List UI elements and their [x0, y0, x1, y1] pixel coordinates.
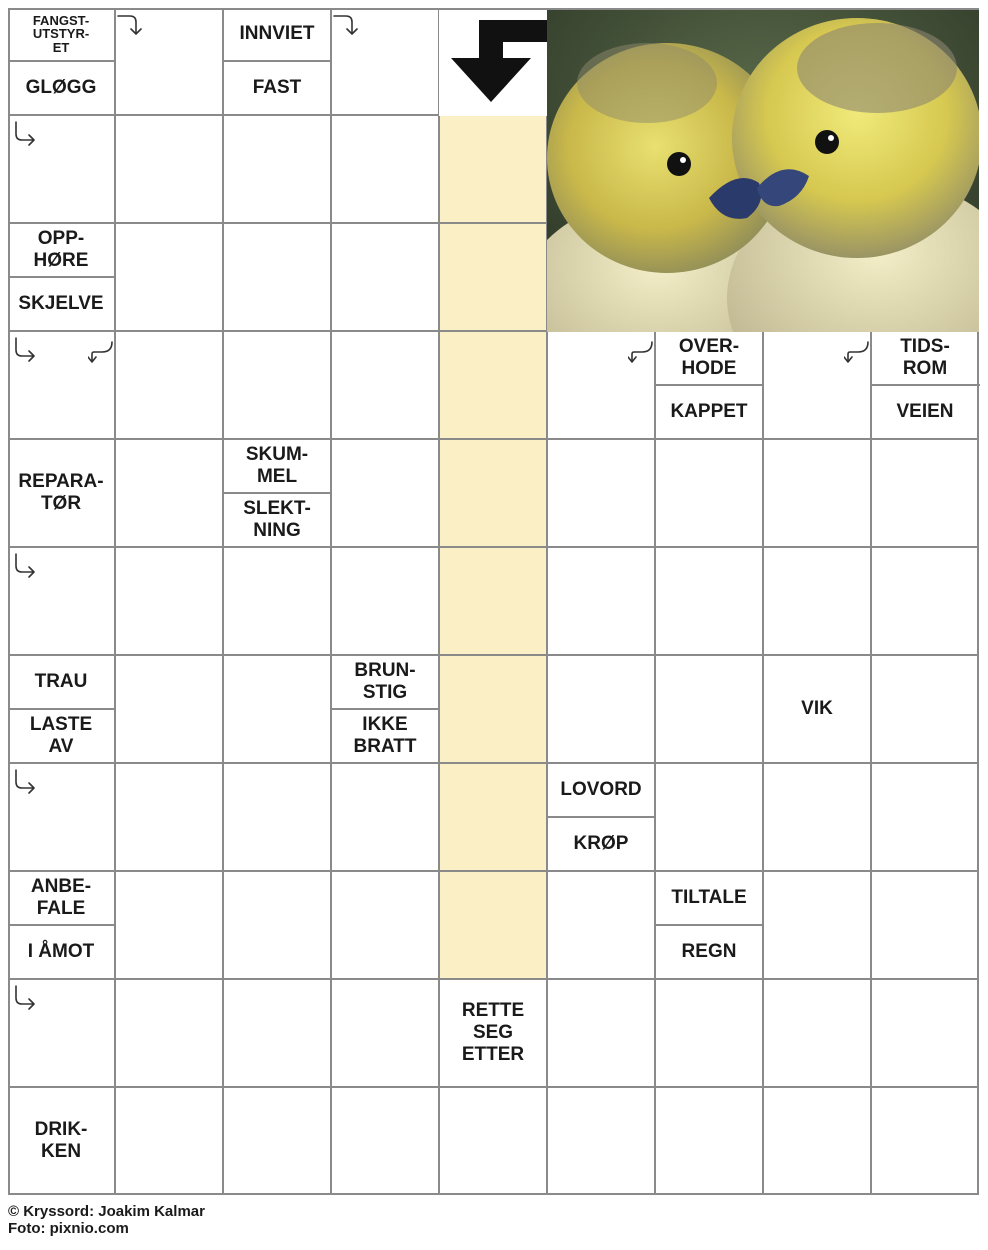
answer-cell[interactable] — [764, 764, 872, 872]
curved-arrow-icon — [332, 12, 358, 38]
clue-vik: VIK — [801, 698, 833, 720]
answer-cell[interactable] — [332, 116, 440, 224]
clue-glogg: GLØGG — [25, 77, 97, 99]
answer-cell[interactable] — [872, 764, 979, 872]
answer-cell[interactable] — [440, 116, 548, 224]
answer-cell[interactable] — [872, 980, 979, 1088]
clue-regn: REGN — [681, 941, 737, 963]
answer-cell[interactable] — [872, 1088, 979, 1195]
answer-cell[interactable] — [656, 440, 764, 548]
answer-cell[interactable] — [224, 656, 332, 764]
clue-overhode: OVER- HODE — [678, 336, 740, 379]
answer-cell[interactable] — [872, 440, 979, 548]
clue-tiltale: TILTALE — [671, 887, 747, 909]
answer-cell[interactable] — [332, 548, 440, 656]
answer-cell[interactable] — [764, 440, 872, 548]
clue-anbefale: ANBE- FALE — [30, 876, 92, 919]
clue-reparator: REPARA- TØR — [18, 471, 104, 514]
answer-cell[interactable] — [440, 548, 548, 656]
answer-cell[interactable] — [332, 872, 440, 980]
answer-cell[interactable] — [548, 548, 656, 656]
answer-cell[interactable] — [548, 1088, 656, 1195]
answer-cell[interactable] — [332, 224, 440, 332]
answer-cell[interactable] — [440, 656, 548, 764]
answer-cell[interactable] — [224, 332, 332, 440]
answer-cell[interactable] — [656, 980, 764, 1088]
answer-cell[interactable] — [656, 548, 764, 656]
answer-cell[interactable] — [116, 764, 224, 872]
answer-cell[interactable] — [332, 980, 440, 1088]
answer-cell[interactable] — [116, 116, 224, 224]
clue-kappet: KAPPET — [670, 401, 748, 423]
clue-brunstig: BRUN- STIG — [354, 660, 416, 703]
answer-cell[interactable] — [224, 116, 332, 224]
curved-arrow-icon — [12, 984, 38, 1010]
answer-cell[interactable] — [656, 1088, 764, 1195]
curved-arrow-icon — [12, 336, 38, 362]
answer-cell[interactable] — [116, 872, 224, 980]
clue-opphore: OPP- HØRE — [33, 228, 89, 271]
clue-fangstutstyret: FANGST- UTSTYR- ET — [32, 12, 90, 55]
clue-innviet: INNVIET — [239, 23, 315, 45]
answer-cell[interactable] — [224, 224, 332, 332]
answer-cell[interactable] — [224, 1088, 332, 1195]
clue-rette-seg-etter: RETTE SEG ETTER — [461, 1000, 525, 1065]
curved-arrow-icon — [628, 338, 654, 364]
answer-cell[interactable] — [548, 980, 656, 1088]
credits — [8, 1203, 205, 1237]
answer-cell[interactable] — [116, 1088, 224, 1195]
clue-lovord: LOVORD — [560, 779, 642, 801]
curved-arrow-icon — [12, 552, 38, 578]
answer-cell[interactable] — [116, 656, 224, 764]
answer-cell[interactable] — [440, 764, 548, 872]
gosling-photo — [547, 8, 979, 332]
answer-cell[interactable] — [332, 440, 440, 548]
clue-drikken: DRIK- KEN — [34, 1119, 88, 1162]
clue-tidsrom: TIDS- ROM — [900, 336, 950, 379]
answer-cell[interactable] — [116, 332, 224, 440]
clue-i-amot: I ÅMOT — [27, 941, 95, 963]
curved-arrow-icon — [12, 120, 38, 146]
clue-ikke-bratt: IKKE BRATT — [353, 714, 417, 757]
answer-cell[interactable] — [116, 980, 224, 1088]
curved-arrow-icon — [12, 768, 38, 794]
answer-cell[interactable] — [116, 224, 224, 332]
answer-cell[interactable] — [332, 1088, 440, 1195]
answer-cell[interactable] — [764, 1088, 872, 1195]
answer-cell[interactable] — [440, 224, 548, 332]
answer-cell[interactable] — [224, 980, 332, 1088]
clue-krop: KRØP — [573, 833, 629, 855]
answer-cell[interactable] — [224, 872, 332, 980]
answer-cell[interactable] — [764, 980, 872, 1088]
answer-cell[interactable] — [548, 440, 656, 548]
credit-photo: Foto: pixnio.com — [8, 1220, 129, 1237]
curved-arrow-icon — [88, 338, 114, 364]
answer-cell[interactable] — [332, 764, 440, 872]
clue-fast: FAST — [252, 77, 302, 99]
answer-cell[interactable] — [224, 548, 332, 656]
answer-cell[interactable] — [656, 656, 764, 764]
answer-cell[interactable] — [116, 548, 224, 656]
answer-cell[interactable] — [332, 332, 440, 440]
clue-skjelve: SKJELVE — [18, 293, 104, 315]
answer-cell[interactable] — [440, 332, 548, 440]
credit-crossword: © Kryssord: Joakim Kalmar — [8, 1203, 205, 1220]
answer-cell[interactable] — [548, 656, 656, 764]
clue-laste-av: LASTE AV — [29, 714, 93, 757]
curved-arrow-icon — [844, 338, 870, 364]
clue-veien: VEIEN — [896, 401, 954, 423]
answer-cell[interactable] — [872, 656, 979, 764]
answer-cell[interactable] — [548, 872, 656, 980]
clue-trau: TRAU — [34, 671, 88, 693]
answer-cell[interactable] — [116, 440, 224, 548]
answer-cell[interactable] — [440, 872, 548, 980]
big-arrow-icon — [439, 8, 547, 116]
answer-cell[interactable] — [872, 548, 979, 656]
answer-cell[interactable] — [872, 872, 979, 980]
answer-cell[interactable] — [440, 440, 548, 548]
answer-cell[interactable] — [656, 764, 764, 872]
clue-slektning: SLEKT- NING — [243, 498, 311, 541]
answer-cell[interactable] — [764, 548, 872, 656]
answer-cell[interactable] — [440, 1088, 548, 1195]
answer-cell[interactable] — [764, 872, 872, 980]
curved-arrow-icon — [116, 12, 142, 38]
answer-cell[interactable] — [224, 764, 332, 872]
clue-skummel: SKUM- MEL — [245, 444, 309, 487]
